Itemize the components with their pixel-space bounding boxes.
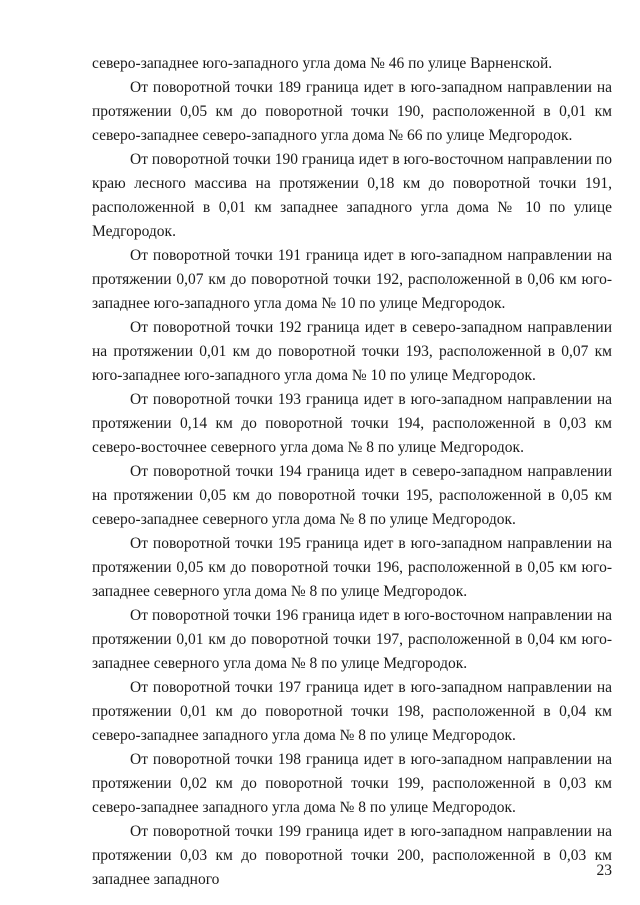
paragraph-point-190: От поворотной точки 190 граница идет в юго-восточном направлении по краю лесного массива на протяжении 0,18 км до поворотной точки 191, расположенной в 0,01 км западнее западного угла дома № 10 по улице Медгородок. bbox=[92, 151, 612, 240]
paragraph-point-197: От поворотной точки 197 граница идет в юго-западном направлении на протяжении 0,01 км до поворотной точки 198, расположенной в 0,04 км северо-западнее западного угла дома № 8 по улице Медгородок. bbox=[92, 679, 612, 744]
paragraph-continuation: северо-западнее юго-западного угла дома № 46 по улице Варненской. bbox=[92, 55, 553, 72]
paragraph-point-196: От поворотной точки 196 граница идет в юго-восточном направлении на протяжении 0,01 км до поворотной точки 197, расположенной в 0,04 км юго-западнее северного угла дома № 8 по улице Медгородок. bbox=[92, 607, 612, 672]
paragraph-point-195: От поворотной точки 195 граница идет в юго-западном направлении на протяжении 0,05 км до поворотной точки 196, расположенной в 0,05 км юго-западнее северного угла дома № 8 по улице Медгородок. bbox=[92, 535, 612, 600]
paragraph-point-191: От поворотной точки 191 граница идет в юго-западном направлении на протяжении 0,07 км до поворотной точки 192, расположенной в 0,06 км юго-западнее юго-западного угла дома № 10 по улице Медгородок. bbox=[92, 247, 612, 312]
paragraph-point-189: От поворотной точки 189 граница идет в юго-западном направлении на протяжении 0,05 км до поворотной точки 190, расположенной в 0,01 км северо-западнее северо-западного угла дома № 66 по улице Медгородок. bbox=[92, 79, 612, 144]
paragraph-point-199: От поворотной точки 199 граница идет в юго-западном направлении на протяжении 0,03 км до поворотной точки 200, расположенной в 0,03 км западнее западного bbox=[92, 823, 612, 888]
paragraph-point-198: От поворотной точки 198 граница идет в юго-западном направлении на протяжении 0,02 км до поворотной точки 199, расположенной в 0,03 км северо-западнее западного угла дома № 8 по улице Медгородок. bbox=[92, 751, 612, 816]
document-body bbox=[92, 52, 612, 892]
paragraph-point-194: От поворотной точки 194 граница идет в северо-западном направлении на протяжении 0,05 км до поворотной точки 195, расположенной в 0,05 км северо-западнее северного угла дома № 8 по улице Медгородок. bbox=[92, 463, 612, 528]
paragraph-point-192: От поворотной точки 192 граница идет в северо-западном направлении на протяжении 0,01 км до поворотной точки 193, расположенной в 0,07 км юго-западнее юго-западного угла дома № 10 по улице Медгородок. bbox=[92, 319, 612, 384]
paragraph-point-193: От поворотной точки 193 граница идет в юго-западном направлении на протяжении 0,14 км до поворотной точки 194, расположенной в 0,03 км северо-восточнее северного угла дома № 8 по улице Медгородок. bbox=[92, 391, 612, 456]
page-number: 23 bbox=[596, 862, 612, 879]
